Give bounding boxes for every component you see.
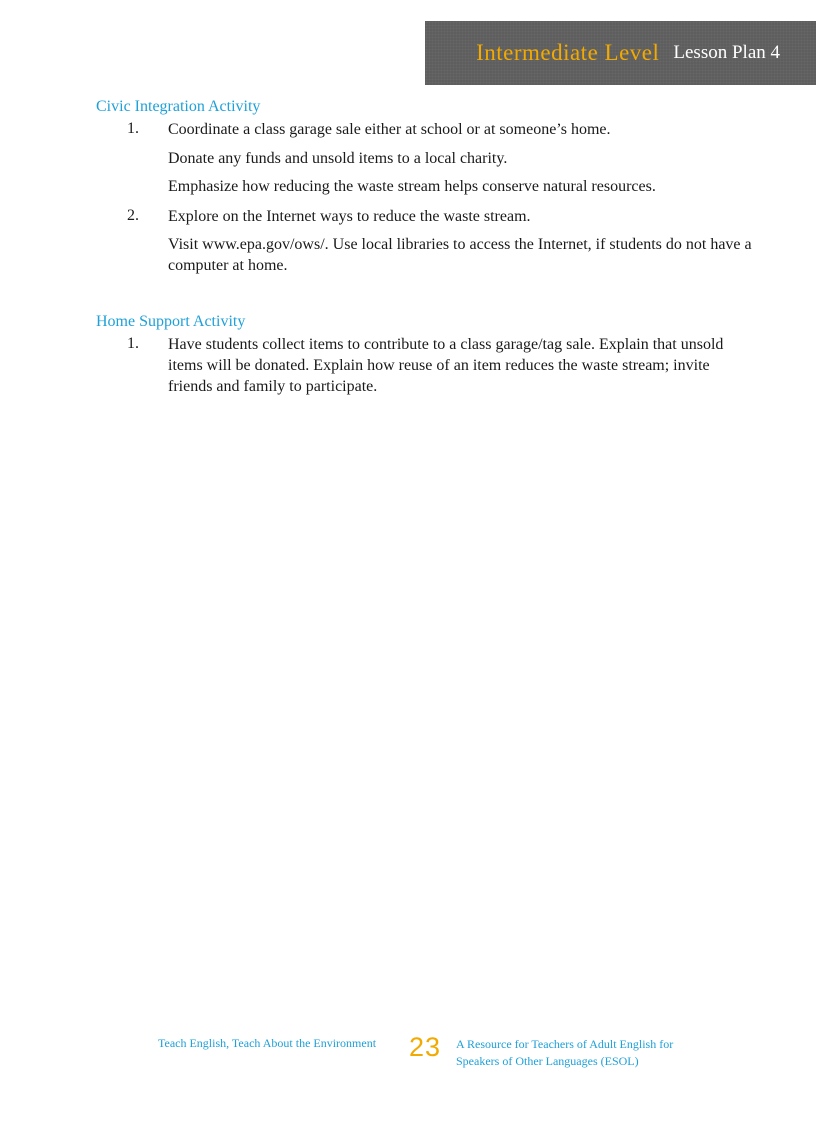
civic-item-1-number: 1. [127, 120, 139, 137]
header-lesson-plan: Lesson Plan 4 [673, 42, 780, 63]
home-item-1-number: 1. [127, 335, 139, 352]
footer-title: Teach English, Teach About the Environment [158, 1036, 377, 1050]
civic-item-1-para-3: Emphasize how reducing the waste stream helps conserve natural resources. [168, 178, 656, 195]
header-level: Intermediate Level [476, 40, 660, 65]
home-item-1-para-1: Have students collect items to contribute to a class garage/tag sale. Explain that unsold items will be donated. Explain how reuse of an item reduces the waste stream; invite friends and family to participate. [168, 336, 724, 395]
civic-item-2-para-2: Visit www.epa.gov/ows/. Use local libraries to access the Internet, if students do not have a computer at home. [168, 236, 752, 274]
civic-item-2-para-1: Explore on the Internet ways to reduce the waste stream. [168, 208, 531, 225]
footer-subtitle: A Resource for Teachers of Adult English for Speakers of Other Languages (ESOL) [456, 1037, 674, 1068]
civic-item-1-para-1: Coordinate a class garage sale either at school or at someone’s home. [168, 121, 611, 138]
civic-heading: Civic Integration Activity [96, 98, 261, 115]
header-band [425, 21, 816, 85]
civic-item-2-number: 2. [127, 207, 139, 224]
home-heading: Home Support Activity [96, 313, 246, 330]
civic-item-1-para-2: Donate any funds and unsold items to a local charity. [168, 150, 508, 167]
page-number: 23 [409, 1032, 442, 1062]
